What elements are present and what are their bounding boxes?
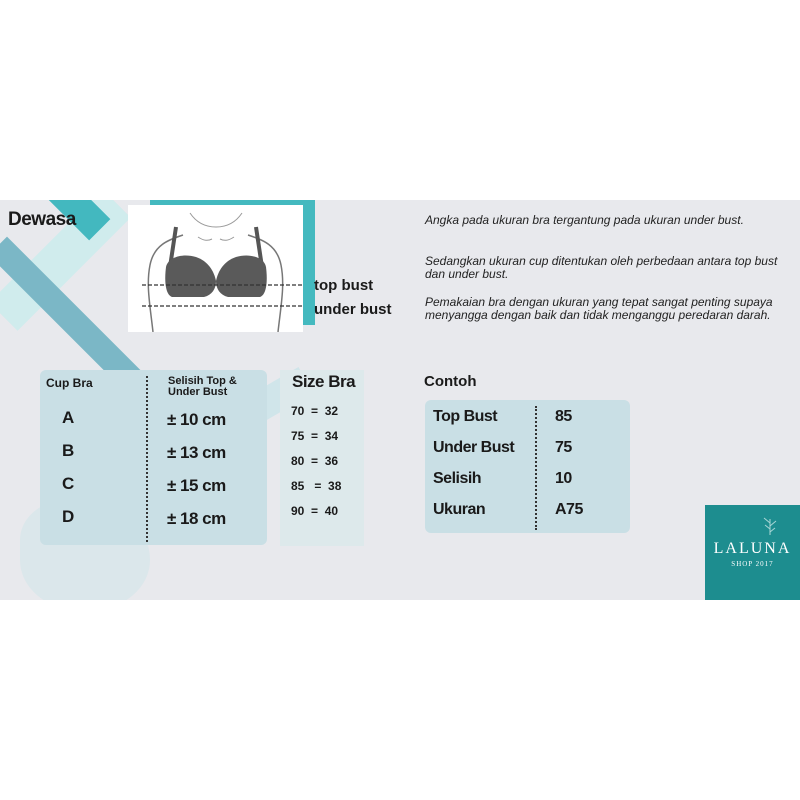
example-label: Under Bust (433, 439, 515, 456)
example-value: 75 (555, 439, 572, 456)
table-row (425, 408, 630, 438)
cup-letter: B (62, 441, 75, 460)
description-paragraph: Sedangkan ukuran cup ditentukan oleh perbedaan antara top bust dan under bust. (425, 254, 778, 281)
example-value: 10 (555, 470, 572, 487)
cup-difference: ± 13 cm (167, 443, 226, 462)
table-row (40, 507, 267, 537)
size-row: 85 = 38 (291, 479, 342, 493)
table-row (40, 408, 267, 438)
difference-header: Selisih Top & Under Bust (168, 375, 237, 398)
cup-difference: ± 15 cm (167, 476, 226, 495)
table-row (425, 470, 630, 500)
example-label: Top Bust (433, 408, 498, 425)
example-label: Ukuran (433, 501, 486, 518)
table-row (40, 474, 267, 504)
size-guide-banner (0, 200, 800, 600)
example-label: Selisih (433, 470, 482, 487)
bra-measurement-diagram (128, 205, 303, 332)
table-row (425, 439, 630, 469)
description-paragraph: Pemakaian bra dengan ukuran yang tepat sangat penting supaya menyangga dengan baik dan tidak menganggu peredaran darah. (425, 295, 773, 322)
table-row (425, 501, 630, 531)
bra-illustration (128, 205, 303, 332)
logo-name: LALUNA (713, 540, 792, 557)
example-title: Contoh (424, 373, 477, 390)
example-table (425, 400, 630, 533)
brand-logo (705, 505, 800, 600)
size-bra-title: Size Bra (292, 372, 356, 391)
table-row (40, 441, 267, 471)
size-row: 90 = 40 (291, 504, 339, 518)
cup-size-table (40, 370, 267, 545)
cup-header: Cup Bra (46, 376, 93, 390)
cup-difference: ± 18 cm (167, 509, 226, 528)
description-paragraph: Angka pada ukuran bra tergantung pada ukuran under bust. (425, 213, 744, 227)
size-row: 80 = 36 (291, 454, 339, 468)
page-title: Dewasa (8, 209, 76, 230)
size-row: 75 = 34 (291, 429, 339, 443)
cup-letter: C (62, 474, 75, 493)
example-value: A75 (555, 501, 583, 518)
logo-subtitle: SHOP 2017 (731, 560, 774, 568)
size-bra-table (280, 370, 364, 546)
size-row: 70 = 32 (291, 404, 339, 418)
cup-letter: D (62, 507, 75, 526)
top-bust-label: top bust (314, 277, 374, 294)
under-bust-label: under bust (314, 301, 392, 318)
example-value: 85 (555, 408, 572, 425)
cup-difference: ± 10 cm (167, 410, 226, 429)
leaf-icon (760, 515, 780, 537)
cup-letter: A (62, 408, 75, 427)
